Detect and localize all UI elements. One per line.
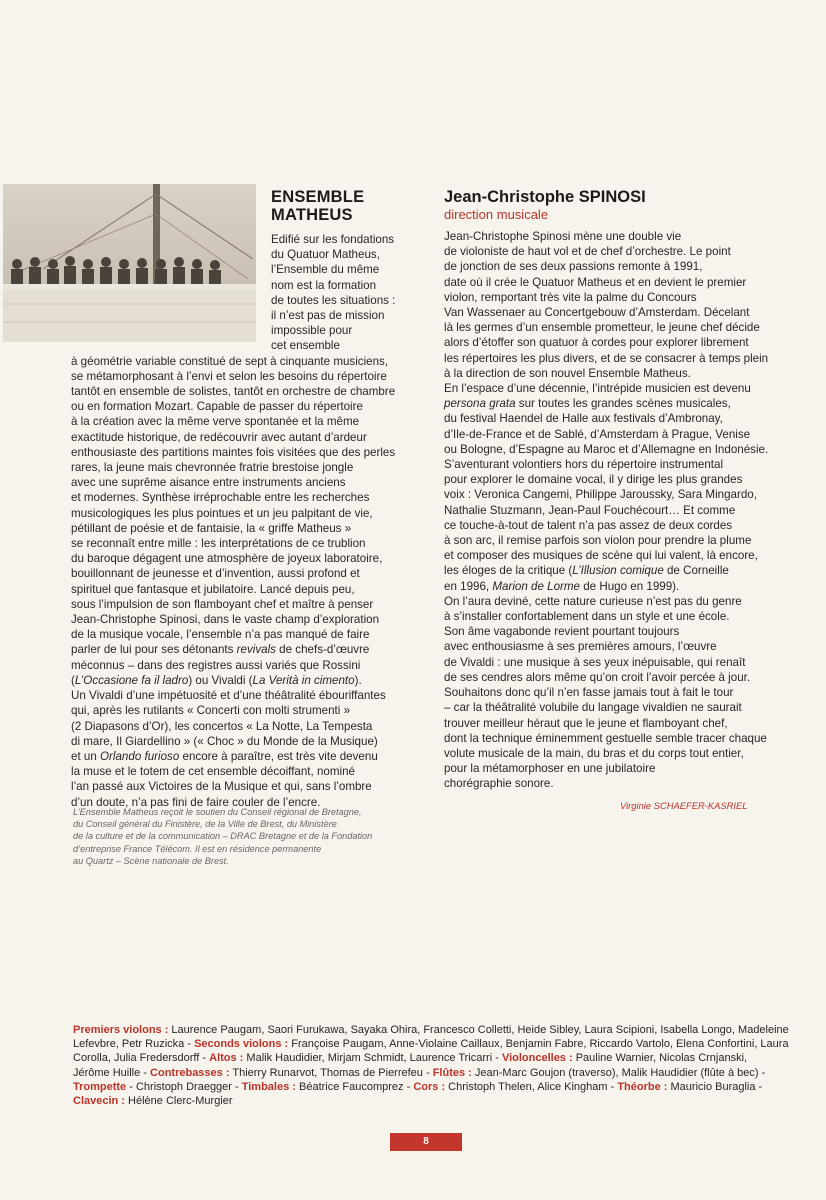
text-line: à s’installer confortablement dans un style et une école. (444, 610, 730, 624)
text-line: violon, remportant très vite la palme du Concours (444, 290, 697, 304)
text-line: l’Ensemble du même (271, 263, 380, 277)
text-line: alors d’étoffer son quatuor à cordes pour explorer librement (444, 336, 749, 350)
text-line: du festival Haendel de Halle aux festivals d’Ambronay, (444, 412, 723, 426)
credit-line: L’Ensemble Matheus reçoit le soutien du Conseil régional de Bretagne, (73, 807, 362, 817)
text-line: à la direction de son nouvel Ensemble Matheus. (444, 366, 691, 380)
text-line: les répertoires les plus divers, et de se consacrer à temps plein (444, 351, 769, 365)
ensemble-title-line: MATHEUS (271, 206, 353, 224)
section-label: Violoncelles : (501, 1052, 573, 1065)
text-line: Van Wassenaer au Concertgebouw d’Amsterdam. Décelant (444, 306, 750, 320)
text-line: du baroque dégagent une atmosphère de joyeux laboratoire, (71, 552, 383, 566)
text-line: chorégraphie sonore. (444, 777, 554, 791)
text-line: persona grata sur toutes les grandes scènes musicales, (444, 397, 731, 411)
text-line: d’un doute, n’a pas fini de faire couler de l’encre. (71, 795, 321, 809)
text-line: pour la métamorphoser en une jubilatoire (444, 762, 656, 776)
musicians-line (73, 1080, 783, 1094)
text-line: bouillonnant de jeunesse et d’invention, aussi profond et (71, 567, 360, 581)
section-label: Cors : (413, 1080, 446, 1093)
musician-names: Mauricio Buraglia - (667, 1080, 763, 1093)
text-line: l’an passé aux Victoires de la Musique et qui, sans l’ombre (71, 780, 372, 794)
musician-names: Jérôme Huille - (73, 1066, 151, 1079)
musician-names: Laurence Paugam, Saori Furukawa, Sayaka Ohira, Francesco Colletti, Heide Sibley, Laura Scipioni, Isabella Longo, Madeleine (168, 1024, 789, 1036)
musicians-list (73, 1023, 789, 1108)
text-line: Un Vivaldi d’une impétuosité et d’une théâtralité ébouriffantes (71, 689, 386, 703)
text-line: trouver meilleur héraut que le jeune et flamboyant chef, (444, 716, 728, 730)
section-label: Contrebasses : (150, 1066, 230, 1079)
text-line: En l’espace d’une décennie, l’intrépide musicien est devenu (444, 382, 751, 396)
text-line: de ses cendres alors même qu’on croit l’avoir percée à jour. (444, 670, 751, 684)
text-line: et un Orlando furioso encore à paraître, est très vite devenu (71, 749, 378, 763)
text-line: se reconnaît entre mille : les interprétations de ce trublion (71, 537, 366, 551)
section-label: Clavecin : (73, 1095, 125, 1108)
section-label: Théorbe : (617, 1080, 668, 1093)
text-line: musicologiques les plus pointues et un jeu palpitant de vie, (71, 506, 373, 520)
text-line: ce touche-à-tout de talent n’a pas assez de deux cordes (444, 518, 733, 532)
credit-line: du Conseil général du Finistère, de la Ville de Brest, du Ministère (73, 819, 337, 830)
musician-names: - Christoph Draegger - (126, 1080, 242, 1093)
text-line: Son âme vagabonde revient pourtant toujours (444, 625, 680, 639)
text-line: tantôt en ensemble de solistes, tantôt en orchestre de chambre (71, 385, 396, 399)
text-line: à la création avec la même verve spontanée et la même (71, 415, 360, 429)
text-line: Jean-Christophe Spinosi mène une double vie (444, 230, 682, 243)
text-line: Jean-Christophe Spinosi, dans le vaste champ d’exploration (71, 613, 380, 627)
musicians-line (73, 1094, 783, 1108)
text-line: la muse et le totem de cet ensemble décoiffant, nominé (71, 765, 355, 779)
musicians-line (73, 1066, 783, 1080)
text-line: exactitude historique, de redécouvrir avec autant d’ardeur (71, 430, 367, 444)
text-line: S’aventurant volontiers hors du répertoire instrumental (444, 458, 724, 472)
musicians-line (73, 1051, 783, 1065)
text-line: cet ensemble (271, 339, 340, 353)
musician-names: Lefevbre, Petr Ruzicka - (73, 1038, 195, 1051)
musicians-line (73, 1023, 789, 1037)
text-line: pour explorer le domaine vocal, il y dirige les plus grandes (444, 473, 743, 487)
text-line: avec une suprême aisance entre instruments anciens (71, 476, 346, 490)
text-line: à son arc, il remise parfois son violon pour prendre la plume (444, 534, 752, 548)
text-line: de jonction de ses deux passions remonte à 1991, (444, 260, 703, 274)
credit-line: d’entreprise France Télécom. Il est en résidence permanente (73, 843, 322, 854)
musician-names: Jean-Marc Goujon (traverso), Malik Haudidier (flûte à bec) - (471, 1066, 766, 1079)
section-label: Timbales : (241, 1080, 296, 1093)
text-line: sous l’impulsion de son flamboyant chef et maître à penser (71, 597, 374, 611)
text-line: méconnus – dans des registres aussi variés que Rossini (71, 658, 361, 672)
text-line: enthousiaste des partitions maintes fois visitées que des perles (71, 445, 396, 459)
text-line: ou en formation Mozart. Capable de passer du répertoire (71, 400, 363, 414)
text-line: (L’Occasione fa il ladro) ou Vivaldi (La Verità in cimento). (71, 673, 362, 687)
ensemble-title-line: ENSEMBLE (271, 188, 365, 206)
text-line: Nathalie Stuzmann, Jean-Paul Fouchécourt… Et comme (444, 503, 736, 517)
musician-names: Christoph Thelen, Alice Kingham - (445, 1080, 618, 1093)
text-line: de la musique vocale, l’ensemble n’a pas manqué de faire (71, 628, 370, 642)
text-line: les éloges de la critique (L’Illusion comique de Corneille (444, 564, 729, 578)
text-line: dont la technique éminemment gestuelle semble tracer chaque (444, 731, 767, 745)
conductor-name: Jean-Christophe SPINOSI (444, 188, 646, 206)
text-line: pétillant de poésie et de fantaisie, la « griffe Matheus » (71, 521, 352, 535)
text-line: nom est la formation (271, 278, 377, 292)
section-label: Altos : (209, 1052, 244, 1065)
text-line: de violoniste de haut vol et de chef d’orchestre. Le point (444, 245, 731, 259)
musician-names: Béatrice Faucomprez - (295, 1080, 414, 1093)
musicians-line (73, 1037, 789, 1051)
text-line: d’Ile-de-France et de Sablé, d’Amsterdam à Prague, Venise (444, 427, 751, 441)
text-line: parler de lui pour ses détonants revivals de chefs-d’œuvre (71, 643, 370, 657)
section-label: Flûtes : (432, 1066, 472, 1079)
text-line: rares, la jeune mais chevronnée fratrie brestoise jongle (71, 461, 354, 475)
musician-names: Pauline Warnier, Nicolas Crnjanski, (572, 1052, 748, 1065)
text-line: et modernes. Synthèse irréprochable entre les recherches (71, 491, 370, 505)
text-line: il n’est pas de mission (271, 309, 385, 323)
ensemble-title (271, 188, 411, 224)
ensemble-body-text (71, 232, 396, 810)
text-line: à géométrie variable constitué de sept à cinquante musiciens, (71, 354, 389, 368)
ensemble-credits (73, 806, 403, 867)
text-line: voix : Veronica Cangemi, Philippe Jaroussky, Sara Mingardo, (444, 488, 757, 502)
text-line: spirituel que fantasque et jubilatoire. Lancé depuis peu, (71, 582, 355, 596)
text-line: en 1996, Marion de Lorme de Hugo en 1999). (444, 579, 680, 593)
musician-names: Malik Haudidier, Mirjam Schmidt, Laurence Tricarri - (243, 1052, 502, 1065)
text-line: et composer des musiques de scène qui lui valent, là encore, (444, 549, 758, 563)
page-number: 8 (390, 1133, 462, 1151)
text-line: de Vivaldi : une musique à ses yeux inépuisable, qui renaît (444, 655, 746, 669)
credit-line: au Quartz – Scène nationale de Brest. (73, 855, 229, 866)
section-label: Trompette (73, 1080, 127, 1093)
text-line: date où il crée le Quatuor Matheus et en devient le premier (444, 275, 747, 289)
credit-line: de la culture et de la communication – DRAC Bretagne et de la Fondation (73, 831, 373, 842)
text-line: impossible pour (271, 324, 353, 338)
text-line: du Quatuor Matheus, (271, 248, 380, 262)
text-line: – car la théâtralité volubile du langage vivaldien ne saurait (444, 701, 742, 715)
musician-names: Françoise Paugam, Anne-Violaine Caillaux, Benjamin Fabre, Riccardo Vartolo, Elena Confortini, Laura (288, 1038, 789, 1051)
text-line: Edifié sur les fondations (271, 233, 395, 246)
text-line: qui, après les rutilants « Concerti con molti strumenti » (71, 704, 351, 718)
text-line: (2 Diapasons d’Or), les concertos « La Notte, La Tempesta (71, 719, 373, 733)
text-line: Souhaitons donc qu’il n’en fasse jamais tout à fait le tour (444, 686, 734, 700)
musician-names: Corolla, Julia Fredersdorff - (73, 1052, 210, 1065)
text-line: avec enthousiasme à ses premières amours, l’œuvre (444, 640, 717, 654)
text-line: On l’aura deviné, cette nature curieuse n’est pas du genre (444, 594, 742, 608)
text-line: là les germes d’un ensemble prometteur, le jeune chef décide (444, 321, 760, 335)
section-label: Seconds violons : (194, 1038, 289, 1051)
musician-names: Hélène Clerc-Murgier (124, 1095, 233, 1108)
conductor-role: direction musicale (444, 207, 549, 222)
text-line: se métamorphosant à l’envi et selon les besoins du répertoire (71, 369, 387, 383)
text-line: de toutes les situations : (271, 293, 396, 307)
musician-names: Thierry Runarvot, Thomas de Pierrefeu - (229, 1066, 433, 1079)
conductor-body-text (444, 229, 784, 792)
text-line: volute musicale de la main, du bras et du corps tout entier, (444, 746, 744, 760)
text-line: ou Bologne, d’Espagne au Maroc et d’Allemagne en Indonésie. (444, 442, 769, 456)
article-author: Virginie SCHAEFER-KASRIEL (620, 800, 748, 811)
text-line: di mare, Il Giardellino » (« Choc » du Monde de la Musique) (71, 734, 378, 748)
section-label: Premiers violons : (73, 1024, 169, 1036)
